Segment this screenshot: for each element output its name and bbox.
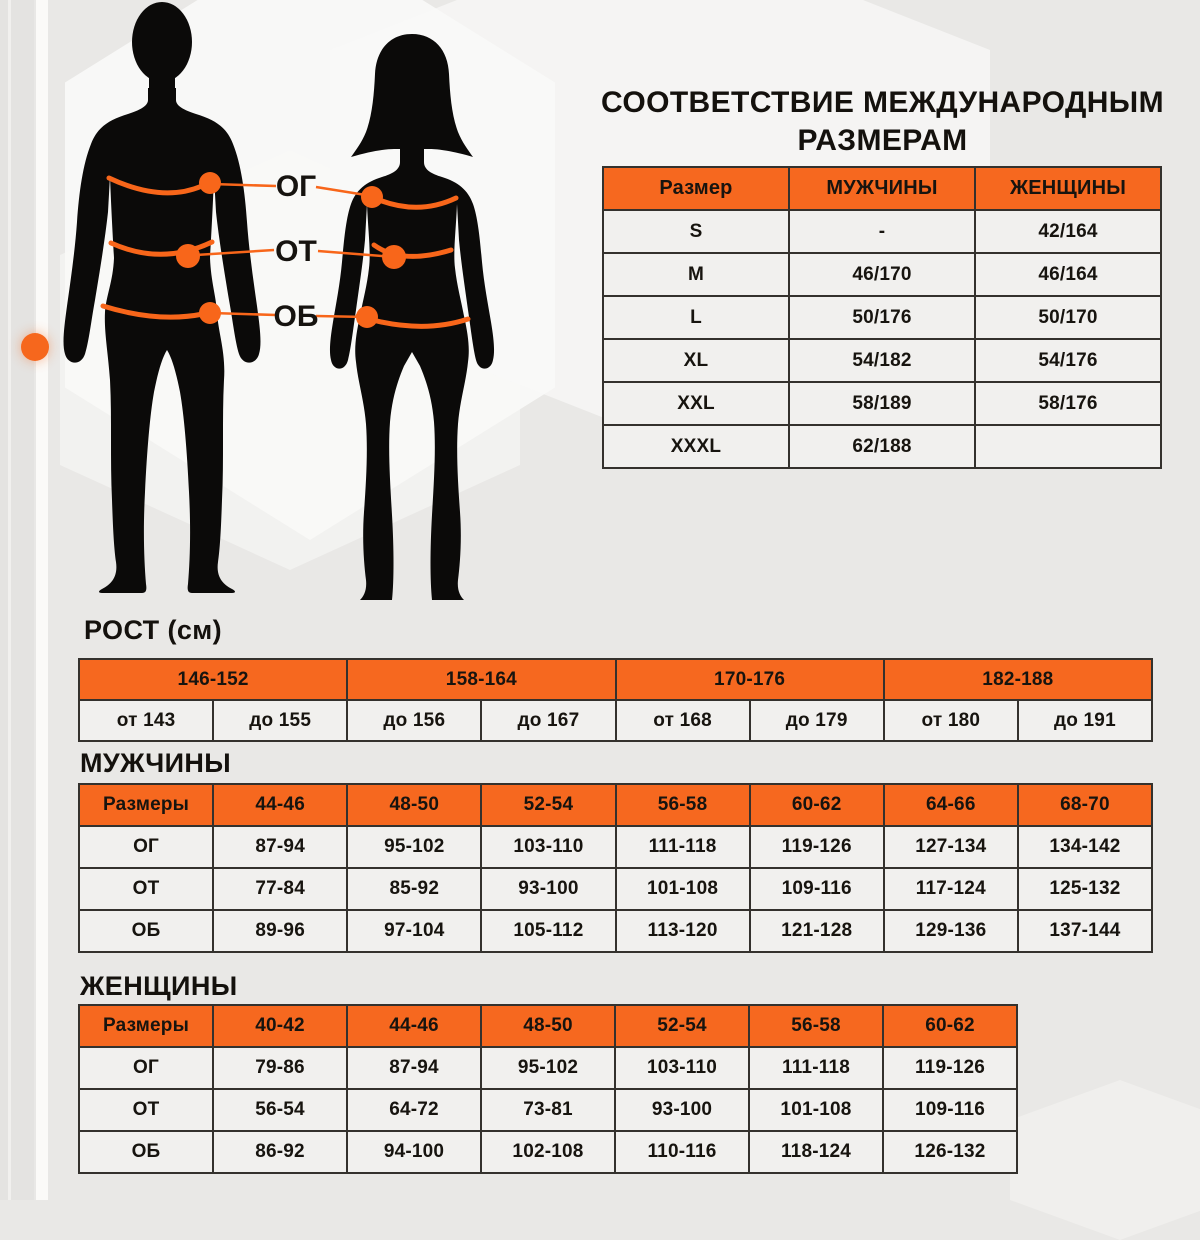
cell: 118-124 [749, 1131, 883, 1173]
header-cell: 44-46 [347, 1005, 481, 1047]
row-label-cell: ОБ [79, 910, 213, 952]
cell: 85-92 [347, 868, 481, 910]
cell: от 143 [79, 700, 213, 741]
header-cell: ЖЕНЩИНЫ [975, 167, 1161, 210]
row-label-cell: ОТ [79, 1089, 213, 1131]
cell: 97-104 [347, 910, 481, 952]
header-cell: 64-66 [884, 784, 1018, 826]
cell: 129-136 [884, 910, 1018, 952]
intl-size-title-line1: СООТВЕТСТВИЕ МЕЖДУНАРОДНЫМ [601, 86, 1164, 119]
table-row [79, 868, 1152, 910]
cell: 110-116 [615, 1131, 749, 1173]
table-row [79, 1089, 1017, 1131]
row-label-cell: ОТ [79, 868, 213, 910]
header-cell: 158-164 [347, 659, 615, 700]
header-cell: 182-188 [884, 659, 1152, 700]
cell: до 155 [213, 700, 347, 741]
cell: 101-108 [749, 1089, 883, 1131]
cell: до 167 [481, 700, 615, 741]
header-cell: 170-176 [616, 659, 884, 700]
cell: - [789, 210, 975, 253]
cell: до 191 [1018, 700, 1152, 741]
header-cell: 60-62 [883, 1005, 1017, 1047]
cell: 87-94 [347, 1047, 481, 1089]
left-edge-line [8, 0, 11, 1200]
cell: 119-126 [750, 826, 884, 868]
waist-label: ОТ [275, 235, 317, 268]
cell: 93-100 [615, 1089, 749, 1131]
header-cell: Размеры [79, 784, 213, 826]
table-row [79, 910, 1152, 952]
header-cell: 40-42 [213, 1005, 347, 1047]
women-section-title: ЖЕНЩИНЫ [80, 971, 238, 1001]
men-size-table [78, 783, 1153, 953]
table-header-row [603, 167, 1161, 210]
cell: 103-110 [615, 1047, 749, 1089]
cell: 102-108 [481, 1131, 615, 1173]
cell: XXXL [603, 425, 789, 468]
cell: 121-128 [750, 910, 884, 952]
header-cell: 52-54 [615, 1005, 749, 1047]
cell: до 156 [347, 700, 481, 741]
table-row [79, 700, 1152, 741]
cell: L [603, 296, 789, 339]
chest-dot-male [199, 172, 221, 194]
women-size-table [78, 1004, 1018, 1174]
cell: 79-86 [213, 1047, 347, 1089]
header-cell: 48-50 [481, 1005, 615, 1047]
cell: S [603, 210, 789, 253]
cell: 89-96 [213, 910, 347, 952]
cell: 126-132 [883, 1131, 1017, 1173]
cell: 50/176 [789, 296, 975, 339]
header-cell: МУЖЧИНЫ [789, 167, 975, 210]
cell: 119-126 [883, 1047, 1017, 1089]
men-section-title: МУЖЧИНЫ [80, 748, 232, 778]
cell: 137-144 [1018, 910, 1152, 952]
table-row [603, 382, 1161, 425]
hips-connector-left [212, 313, 276, 315]
orange-bullet-dot [21, 333, 49, 361]
cell: 95-102 [481, 1047, 615, 1089]
cell: 54/182 [789, 339, 975, 382]
intl-size-title [585, 84, 1180, 160]
header-cell: Размеры [79, 1005, 213, 1047]
waist-dot-female [382, 245, 406, 269]
cell: 111-118 [616, 826, 750, 868]
cell: 134-142 [1018, 826, 1152, 868]
chest-dot-female [361, 186, 383, 208]
cell: 42/164 [975, 210, 1161, 253]
header-cell: 146-152 [79, 659, 347, 700]
header-cell: 56-58 [616, 784, 750, 826]
cell: 127-134 [884, 826, 1018, 868]
cell: 46/170 [789, 253, 975, 296]
table-header-row [79, 1005, 1017, 1047]
cell: 64-72 [347, 1089, 481, 1131]
cell: 93-100 [481, 868, 615, 910]
table-row [603, 296, 1161, 339]
cell: 58/176 [975, 382, 1161, 425]
intl-size-title-line2: РАЗМЕРАМ [797, 124, 968, 157]
left-margin-shade [0, 0, 34, 1200]
measurement-labels [274, 170, 319, 333]
cell: 73-81 [481, 1089, 615, 1131]
cell: 103-110 [481, 826, 615, 868]
hips-dot-male [199, 302, 221, 324]
table-header-row [79, 784, 1152, 826]
left-accent-line [36, 0, 48, 1200]
height-table [78, 658, 1153, 742]
table-row [603, 339, 1161, 382]
chest-label: ОГ [275, 170, 317, 203]
cell: от 168 [616, 700, 750, 741]
male-silhouette [64, 2, 261, 593]
table-row [79, 1131, 1017, 1173]
cell: до 179 [750, 700, 884, 741]
cell: 50/170 [975, 296, 1161, 339]
hexagon-backdrop [1010, 1080, 1200, 1240]
table-row [603, 210, 1161, 253]
cell: 111-118 [749, 1047, 883, 1089]
cell: 109-116 [750, 868, 884, 910]
cell: 62/188 [789, 425, 975, 468]
header-cell: 56-58 [749, 1005, 883, 1047]
cell: 87-94 [213, 826, 347, 868]
table-row [79, 826, 1152, 868]
cell: 125-132 [1018, 868, 1152, 910]
header-cell: Размер [603, 167, 789, 210]
cell: 95-102 [347, 826, 481, 868]
table-header-row [79, 659, 1152, 700]
body-measurement-diagram [50, 0, 570, 615]
cell: 101-108 [616, 868, 750, 910]
cell: 46/164 [975, 253, 1161, 296]
male-body [64, 88, 261, 593]
cell: 94-100 [347, 1131, 481, 1173]
cell [975, 425, 1161, 468]
hips-dot-female [356, 306, 378, 328]
header-cell: 52-54 [481, 784, 615, 826]
header-cell: 68-70 [1018, 784, 1152, 826]
cell: 54/176 [975, 339, 1161, 382]
cell: 86-92 [213, 1131, 347, 1173]
row-label-cell: ОГ [79, 826, 213, 868]
cell: 77-84 [213, 868, 347, 910]
cell: 105-112 [481, 910, 615, 952]
row-label-cell: ОБ [79, 1131, 213, 1173]
cell: XXL [603, 382, 789, 425]
waist-dot-male [176, 244, 200, 268]
cell: 58/189 [789, 382, 975, 425]
cell: от 180 [884, 700, 1018, 741]
hips-label: ОБ [273, 300, 319, 333]
header-cell: 48-50 [347, 784, 481, 826]
cell: 117-124 [884, 868, 1018, 910]
cell: 113-120 [616, 910, 750, 952]
header-cell: 44-46 [213, 784, 347, 826]
table-row [603, 253, 1161, 296]
international-size-table [602, 166, 1162, 469]
cell: M [603, 253, 789, 296]
table-row [79, 1047, 1017, 1089]
female-body [330, 162, 494, 600]
cell: 109-116 [883, 1089, 1017, 1131]
height-section-title: РОСТ (см) [84, 615, 223, 645]
table-row [603, 425, 1161, 468]
cell: 56-54 [213, 1089, 347, 1131]
cell: XL [603, 339, 789, 382]
row-label-cell: ОГ [79, 1047, 213, 1089]
header-cell: 60-62 [750, 784, 884, 826]
